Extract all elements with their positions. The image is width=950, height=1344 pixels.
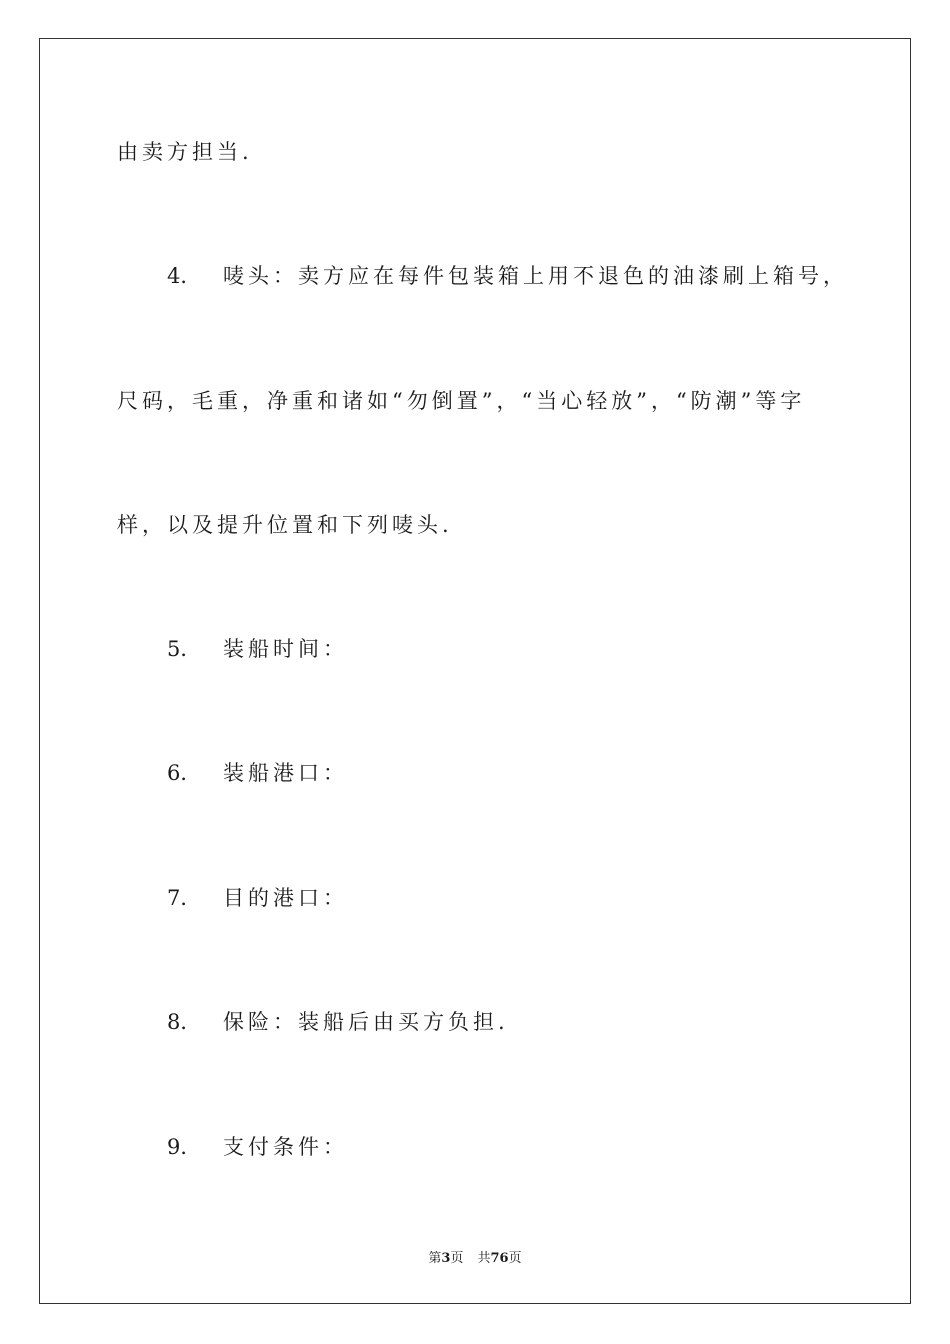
line-text: 样，以及提升位置和下列唛头.	[117, 513, 453, 537]
total-suffix: 页	[508, 1251, 522, 1266]
clause-text: 保险：装船后由买方负担.	[223, 1010, 509, 1034]
total-page-count: 76	[490, 1251, 509, 1266]
clause-text: 目的港口：	[223, 886, 348, 910]
page-prefix: 第	[428, 1251, 442, 1266]
page-suffix: 页	[450, 1251, 464, 1266]
text-line-1	[117, 138, 253, 166]
clause-text: 装船时间：	[223, 637, 348, 661]
page-footer	[0, 1247, 950, 1266]
page-border	[39, 38, 911, 1304]
clause-number: 5．	[167, 637, 202, 661]
clause-text: 装船港口：	[223, 761, 348, 785]
total-prefix: 共	[477, 1251, 491, 1266]
clause-number: 6．	[167, 761, 202, 785]
line-text: 尺码，毛重，净重和诸如“勿倒置”，“当心轻放”，“防潮”等字	[117, 389, 806, 413]
clause-7	[167, 884, 348, 912]
current-page-number: 3	[441, 1251, 451, 1266]
clause-number: 4．	[167, 264, 202, 288]
clause-6	[167, 759, 348, 787]
clause-number: 8．	[167, 1010, 202, 1034]
text-line-3	[117, 387, 805, 415]
clause-4	[167, 262, 848, 290]
clause-text: 支付条件：	[223, 1135, 348, 1159]
clause-5	[167, 635, 348, 663]
text-line-4	[117, 511, 453, 539]
clause-text: 唛头：卖方应在每件包装箱上用不退色的油漆刷上箱号，	[223, 264, 848, 288]
line-text: 由卖方担当.	[117, 140, 253, 164]
clause-9	[167, 1133, 348, 1161]
clause-8	[167, 1008, 509, 1036]
clause-number: 9．	[167, 1135, 202, 1159]
clause-number: 7．	[167, 886, 202, 910]
